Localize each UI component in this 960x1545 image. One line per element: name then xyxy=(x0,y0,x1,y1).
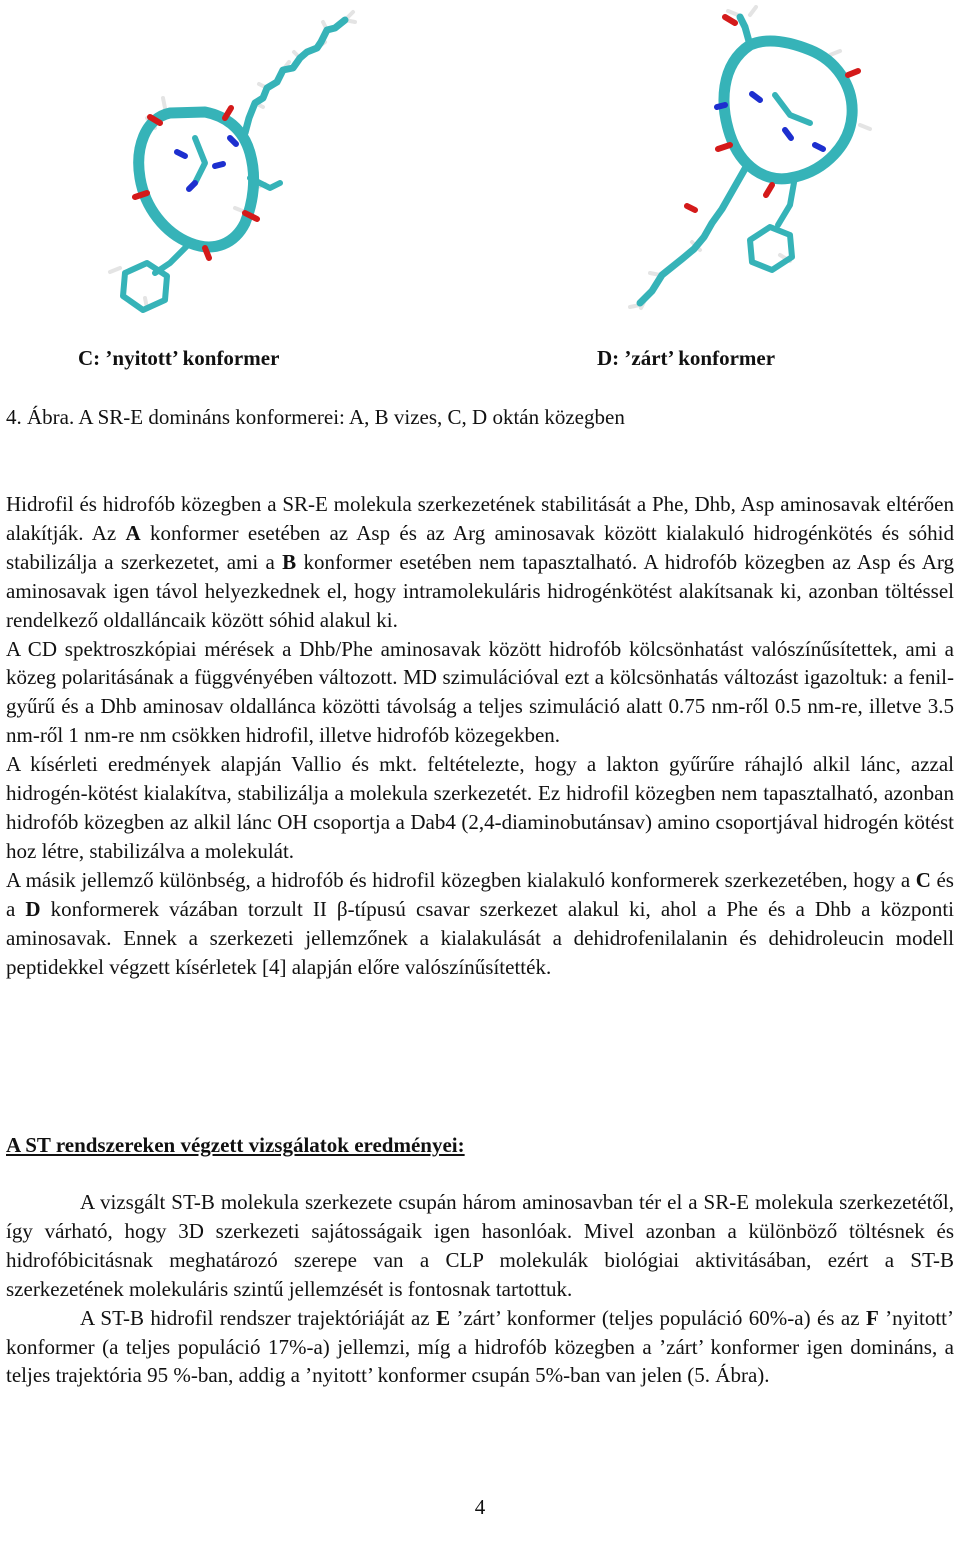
section-paragraph-1: A vizsgált ST-B molekula szerkezete csupán három aminosavban tér el a SR-E molekula szerkezetétől, így várható, hogy 3D szerkezeti sajátosságaik igen hasonlóak. Mivel azonban a különböző töltésnek és hidrofóbicitásnak meghatározó szerepe van a CLP molekulák biológiai aktivitásában, ezért a ST-B szerkezetének molekuláris szintű jellemzését is fontosnak tartottuk. xyxy=(6,1190,954,1301)
section-paragraph-2: A ST-B hidrofil rendszer trajektóriáját az E ’zárt’ konformer (teljes populáció 60%-a) és az F ’nyitott’ konformer (a teljes populáció 17%-a) jellemzi, míg a hidrofób közegben a ’zárt’ konformer igen domináns, a teljes trajektória 95 %-ban, addig a ’nyitott’ konformer csupán 5%-ban van jelen (5. Ábra). xyxy=(6,1305,954,1388)
paragraph-3: A kísérleti eredmények alapján Vallio és mkt. feltételezte, hogy a lakton gyűrűre ráhajló alkil lánc, azzal hidrogén-kötést kialakítva, stabilizálja a molekula szerkezetét. Ez hidrofil közegben nem tapasztalható, azonban hidrofób közegben az alkil lánc OH csoportja a Dab4 (2,4-diaminobutánsav) amino csoportjával hidrogén kötést hoz létre, stabilizálva a molekulát. xyxy=(6,752,954,863)
alkyl-chain xyxy=(640,167,746,303)
figure-label-d: D: ’zárt’ konformer xyxy=(597,346,776,370)
phenyl-ring xyxy=(750,227,792,270)
alkyl-chain xyxy=(245,20,345,133)
section-text xyxy=(6,1188,954,1390)
paragraph-2: A CD spektroszkópiai mérések a Dhb/Phe aminosavak között hidrofób kölcsönhatást valószínűsítettek, ami a közeg polaritásának a függvényében változott. MD szimulációval ezt a kölcsönhatás változást igazoltuk: a fenil-gyűrű és a Dhb aminosav oldallánca közötti távolság a teljes szimuláció alatt 0.75 nm-ről 0.5 nm-re, illetve 3.5 nm-ről 1 nm-re nm csökken hidrofil, illetve hidrofób közegekben. xyxy=(6,636,954,748)
figure-label-c: C: ’nyitott’ konformer xyxy=(78,346,280,370)
paragraph-1: Hidrofil és hidrofób közegben a SR-E molekula szerkezetének stabilitását a Phe, Dhb, Asp aminosavak eltérően alakítják. Az A konformer esetében az Asp és az Arg aminosavak között kialakuló hidrogénkötés és sóhid stabilizálja a szerkezetet, ami a B konformer esetében nem tapasztalható. A hidrofób közegben az Asp és Arg aminosavak igen távol helyezkednek el, hogy intramolekuláris hidrogénkötést alakítsanak ki, azonban töltéssel rendelkező oldalláncaik között sóhid alakul ki. xyxy=(6,492,954,632)
paragraph-4: A másik jellemző különbség, a hidrofób és hidrofil közegben kialakuló konformerek szerkezetében, hogy a C és a D konformerek vázában torzult II β-típusú csavar szerkezet alakul ki, ahol a Phe és a Dhb a központi aminosavak. Ennek a szerkezeti jellemzőnek a kialakulását a dehidrofenilalanin és dehidroleucin modell peptidekkel végzett kísérletek [4] alapján előre valószínűsítették. xyxy=(6,867,954,979)
page-number: 4 xyxy=(474,1495,486,1519)
figure-caption: 4. Ábra. A SR-E domináns konformerei: A, B vizes, C, D oktán közegben xyxy=(6,405,625,429)
body-text xyxy=(6,490,954,981)
molecule-d-image xyxy=(600,5,900,315)
section-title: A ST rendszereken végzett vizsgálatok eredményei: xyxy=(6,1133,465,1157)
molecule-c-image xyxy=(95,8,375,313)
